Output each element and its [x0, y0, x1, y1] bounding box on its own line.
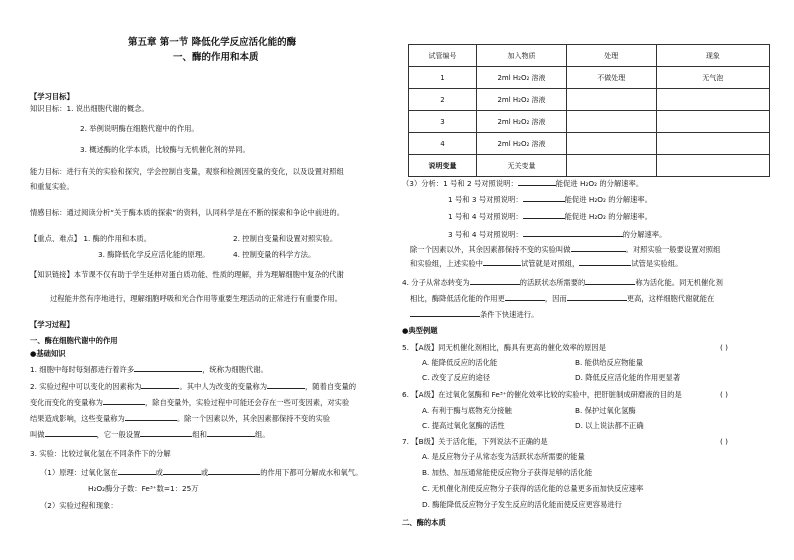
question-7: 7. 【B级】关于活化能，下列说法不正确的是 — [402, 437, 548, 446]
study-goal-heading: 【学习目标】 — [30, 92, 74, 101]
q5-option-a[interactable]: A. 能降低反应的活化能 — [422, 358, 498, 367]
table-cell: 2ml H₂O₂ 溶液 — [477, 133, 567, 155]
table-row — [409, 155, 770, 177]
q5-option-d[interactable]: D. 降低反应活化能的作用更显著 — [575, 373, 681, 382]
question-5: 5. 【A级】同无机催化剂相比，酶具有更高的催化效率的原因是 — [402, 343, 606, 352]
blank[interactable] — [523, 229, 623, 237]
table-cell[interactable] — [656, 133, 769, 155]
answer-paren[interactable]: ( ) — [720, 437, 729, 446]
table-cell: 1 — [409, 67, 477, 89]
blank[interactable] — [103, 397, 145, 405]
knowledge-link-line-1: 【知识链接】本节课不仅有助于学生延伸对蛋白质功能、性质的理解，并为理解细胞中复杂的代谢 — [30, 270, 344, 279]
ability-goal-line-1: 能力目标：进行有关的实验和探究，学会控制自变量，观察和检测因变量的变化，以及设置对照组 — [30, 167, 344, 176]
key-point-1: 【重点、难点】 1. 酶的作用和本质。 — [30, 234, 152, 243]
table-cell: 3 — [409, 111, 477, 133]
blank[interactable] — [118, 467, 156, 475]
section-2-heading: 二、酶的本质 — [402, 518, 446, 527]
blank[interactable] — [141, 381, 179, 389]
analysis-line-3: 1 号和 4 号对照说明： 能促进 H₂O₂ 的分解速率。 — [448, 212, 653, 221]
question-2-line-2: 变化而变化的变量称为 ，除自变量外，实验过程中可能还会存在一些可变因素，对实验 — [30, 398, 350, 407]
knowledge-goal-3: 3. 概述酶的化学本质，比较酶与无机催化剂的异同。 — [80, 145, 250, 154]
blank[interactable] — [518, 178, 556, 186]
q5-option-c[interactable]: C. 改变了反应的途径 — [422, 373, 491, 382]
table-header: 处理 — [566, 45, 656, 67]
blank[interactable] — [470, 277, 520, 285]
q7-option-d[interactable]: D. 酶能降低反应物分子发生反应的活化能而使反应更容易进行 — [422, 500, 622, 509]
question-2-line-3: 结果造成影响，这些变量称为 。除一个因素以外，其余因素都保持不变的实验 — [30, 414, 331, 423]
blank[interactable] — [579, 258, 631, 266]
q6-option-d[interactable]: D. 以上说法都不正确 — [575, 421, 644, 430]
q6-option-a[interactable]: A. 有利于酶与底物充分接触 — [422, 406, 512, 415]
table-cell[interactable] — [656, 89, 769, 111]
table-cell[interactable] — [566, 133, 656, 155]
table-cell[interactable]: 不做处理 — [566, 67, 656, 89]
table-header-row — [409, 45, 770, 67]
blank[interactable] — [585, 277, 635, 285]
blank[interactable] — [567, 293, 627, 301]
blank[interactable] — [483, 258, 521, 266]
table-cell: 4 — [409, 133, 477, 155]
blank[interactable] — [125, 413, 177, 421]
q7-option-c[interactable]: C. 无机催化剂使反应物分子获得的活化能的总量更多而加快反应速率 — [422, 484, 644, 493]
table-cell[interactable] — [566, 111, 656, 133]
analysis-line-1: （3）分析：1 号和 2 号对照说明： 能促进 H₂O₂ 的分解速率。 — [402, 179, 644, 188]
table-cell: 2ml H₂O₂ 溶液 — [477, 111, 567, 133]
q6-option-b[interactable]: B. 保护过氧化氢酶 — [575, 406, 636, 415]
ability-goal-line-2: 和重复实验。 — [30, 182, 74, 191]
analysis-line-5: 除一个因素以外，其余因素都保持不变的实验叫做 。对照实验一般要设置对照组 — [410, 245, 721, 254]
blank[interactable] — [505, 293, 545, 301]
answer-paren[interactable]: ( ) — [720, 390, 729, 399]
question-2-line-1: 2. 实验过程中可以变化的因素称为 。其中人为改变的变量称为 ，随着自变量的 — [30, 382, 357, 391]
table-row — [409, 111, 770, 133]
blank[interactable] — [267, 381, 305, 389]
analysis-line-6: 和实验组，上述实验中 试管就是对照组， 试管是实验组。 — [410, 259, 683, 268]
table-cell[interactable] — [656, 111, 769, 133]
question-1: 1. 细胞中每时每刻都进行着许多 ，统称为细胞代谢。 — [30, 365, 268, 374]
q5-option-b[interactable]: B. 能供给反应物能量 — [575, 358, 644, 367]
blank[interactable] — [523, 194, 565, 202]
blank[interactable] — [163, 467, 201, 475]
blank[interactable] — [571, 244, 626, 252]
blank[interactable] — [523, 211, 565, 219]
table-cell: 说明变量 — [409, 155, 477, 177]
question-2-line-4: 叫做 ，它一般设置 组和 组。 — [30, 430, 270, 439]
table-header: 加入物质 — [477, 45, 567, 67]
table-row — [409, 67, 770, 89]
key-point-4: 4. 控制变量的科学方法。 — [233, 250, 316, 259]
question-3-principle: （1）原理：过氧化氢在 或 或 的作用下都可分解成水和氧气。 — [40, 468, 363, 477]
question-4-line-1: 4. 分子从常态转变为 的活跃状态所需要的 称为活化能。同无机催化剂 — [402, 278, 723, 287]
blank[interactable] — [45, 429, 97, 437]
table-row — [409, 89, 770, 111]
table-cell: 2ml H₂O₂ 溶液 — [477, 89, 567, 111]
experiment-table — [408, 44, 770, 177]
page-subtitle: 一、酶的作用和本质 — [173, 52, 259, 63]
blank[interactable] — [207, 429, 255, 437]
table-cell[interactable] — [656, 155, 769, 177]
key-point-2: 2. 控制自变量和设置对照实验。 — [233, 234, 338, 243]
knowledge-link-line-2: 过程能井然有序地进行，理解细胞呼吸和光合作用等重要生理活动的正常进行有重要作用。 — [50, 294, 342, 303]
table-cell[interactable]: 无气泡 — [656, 67, 769, 89]
table-row — [409, 133, 770, 155]
question-3: 3. 实验：比较过氧化氢在不同条件下的分解 — [30, 449, 171, 458]
q7-option-b[interactable]: B. 加热、加压通常能使反应物分子获得足够的活化能 — [422, 468, 593, 477]
answer-paren[interactable]: ( ) — [720, 343, 729, 352]
table-cell: 无关变量 — [477, 155, 567, 177]
page-title: 第五章 第一节 降低化学反应活化能的酶 — [128, 37, 297, 48]
q7-option-a[interactable]: A. 是反应物分子从常态变为活跃状态所需要的能量 — [422, 452, 585, 461]
typical-examples-heading: ●典型例题 — [402, 326, 438, 335]
table-header: 现象 — [656, 45, 769, 67]
process-heading: 【学习过程】 — [30, 320, 74, 329]
table-cell[interactable] — [566, 155, 656, 177]
emotion-goal: 情感目标：通过阅读分析“关于酶本质的探索”的资料，认同科学是在不断的探索和争论中前进的。 — [30, 208, 345, 217]
knowledge-goal-2: 2. 举例说明酶在细胞代谢中的作用。 — [80, 124, 199, 133]
blank[interactable] — [134, 364, 202, 372]
blank[interactable] — [140, 429, 192, 437]
basics-heading: ●基础知识 — [30, 349, 66, 358]
table-cell: 2ml H₂O₂ 溶液 — [477, 67, 567, 89]
knowledge-goal-1: 知识目标：1. 说出细胞代谢的概念。 — [30, 104, 149, 113]
question-4-line-2: 相比，酶降低活化能的作用更 ，因而 更高，这样细胞代谢就能在 — [410, 294, 715, 303]
section-1-heading: 一、酶在细胞代谢中的作用 — [30, 336, 118, 345]
question-4-line-3: 条件下快速进行。 — [410, 309, 538, 319]
key-point-3: 3. 酶降低化学反应活化能的原理。 — [98, 250, 210, 259]
question-3-procedure: （2）实验过程和现象： — [40, 501, 118, 510]
table-cell[interactable] — [566, 89, 656, 111]
analysis-line-4: 3 号和 4 号对照说明： 的分解速率。 — [448, 230, 667, 239]
blank[interactable] — [410, 309, 480, 317]
blank[interactable] — [208, 467, 260, 475]
question-6: 6. 【A级】在过氧化氢酶和 Fe³⁺的催化效率比较的实验中，把肝脏制成研磨液的目的是 — [402, 390, 682, 399]
table-cell: 2 — [409, 89, 477, 111]
table-header: 试管编号 — [409, 45, 477, 67]
analysis-line-2: 1 号和 3 号对照说明： 能促进 H₂O₂ 的分解速率。 — [448, 195, 653, 204]
q6-option-c[interactable]: C. 提高过氧化氢酶的活性 — [422, 421, 505, 430]
enzyme-ratio-formula: H₂O₂酶分子数：Fe³⁺数=1：25万 — [88, 484, 199, 493]
